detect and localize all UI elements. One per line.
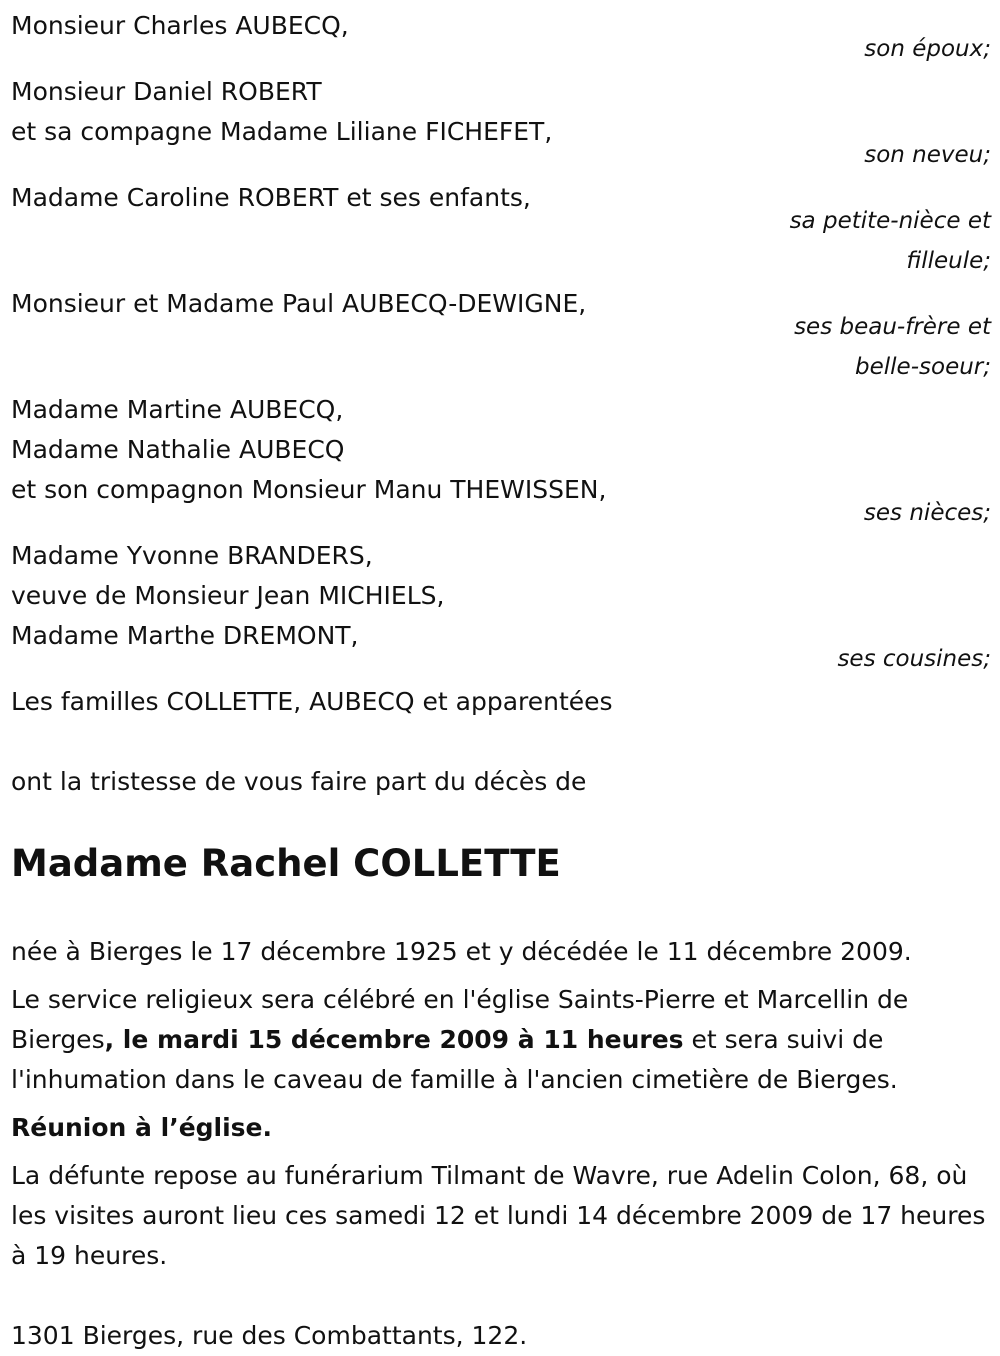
relation-label: son neveu; bbox=[864, 142, 991, 168]
relation-label: son époux; bbox=[864, 36, 991, 62]
family-line: et son compagnon Monsieur Manu THEWISSEN, bbox=[11, 475, 607, 504]
relation-label: ses nièces; bbox=[863, 500, 991, 526]
family-block-spouse bbox=[11, 6, 991, 69]
family-line: Madame Marthe DREMONT, bbox=[11, 621, 359, 650]
death-notice bbox=[11, 6, 991, 1356]
family-block-cousins bbox=[11, 536, 991, 679]
service-text-continued: et sera suivi de l'inhumation dans le caveau de famille à l'ancien cimetière de Bierges. bbox=[11, 1025, 898, 1094]
family-line: veuve de Monsieur Jean MICHIELS, bbox=[11, 581, 445, 610]
family-line: Madame Caroline ROBERT et ses enfants, bbox=[11, 183, 531, 212]
family-line: Monsieur et Madame Paul AUBECQ-DEWIGNE, bbox=[11, 289, 587, 318]
family-line: et sa compagne Madame Liliane FICHEFET, bbox=[11, 117, 553, 146]
family-line: Madame Martine AUBECQ, bbox=[11, 395, 344, 424]
service-text: Le service religieux sera célébré en l'église Saints-Pierre et Marcellin de Bierges bbox=[11, 985, 909, 1054]
closing-families: Les familles COLLETTE, AUBECQ et apparentées bbox=[11, 687, 613, 716]
family-block-grandniece bbox=[11, 178, 991, 281]
relation-label: ses cousines; bbox=[837, 646, 991, 672]
address: 1301 Bierges, rue des Combattants, 122. bbox=[11, 1321, 528, 1350]
relation-label: sa petite-nièce et bbox=[789, 208, 991, 234]
family-line: Monsieur Daniel ROBERT bbox=[11, 77, 322, 106]
family-block-nephew bbox=[11, 72, 991, 175]
visits-paragraph: La défunte repose au funérarium Tilmant de Wavre, rue Adelin Colon, 68, où les visites auront lieu ces samedi 12 et lundi 14 décembre 2009 de 17 heures à 19 heures. bbox=[11, 1161, 986, 1270]
meeting-note: Réunion à l’église. bbox=[11, 1113, 273, 1142]
family-line: Madame Nathalie AUBECQ bbox=[11, 435, 345, 464]
service-paragraph bbox=[11, 980, 991, 1100]
relation-label: belle-soeur; bbox=[855, 354, 991, 380]
family-line: Madame Yvonne BRANDERS, bbox=[11, 541, 373, 570]
service-date: , le mardi 15 décembre 2009 à 11 heures bbox=[104, 1025, 684, 1054]
family-block-nieces bbox=[11, 390, 991, 533]
family-line: Monsieur Charles AUBECQ, bbox=[11, 11, 349, 40]
deceased-name: Madame Rachel COLLETTE bbox=[11, 842, 561, 885]
relation-label: filleule; bbox=[906, 248, 991, 274]
family-block-in-laws bbox=[11, 284, 991, 387]
announcement: ont la tristesse de vous faire part du décès de bbox=[11, 767, 587, 796]
birth-death-dates: née à Bierges le 17 décembre 1925 et y décédée le 11 décembre 2009. bbox=[11, 937, 912, 966]
relation-label: ses beau-frère et bbox=[794, 314, 991, 340]
